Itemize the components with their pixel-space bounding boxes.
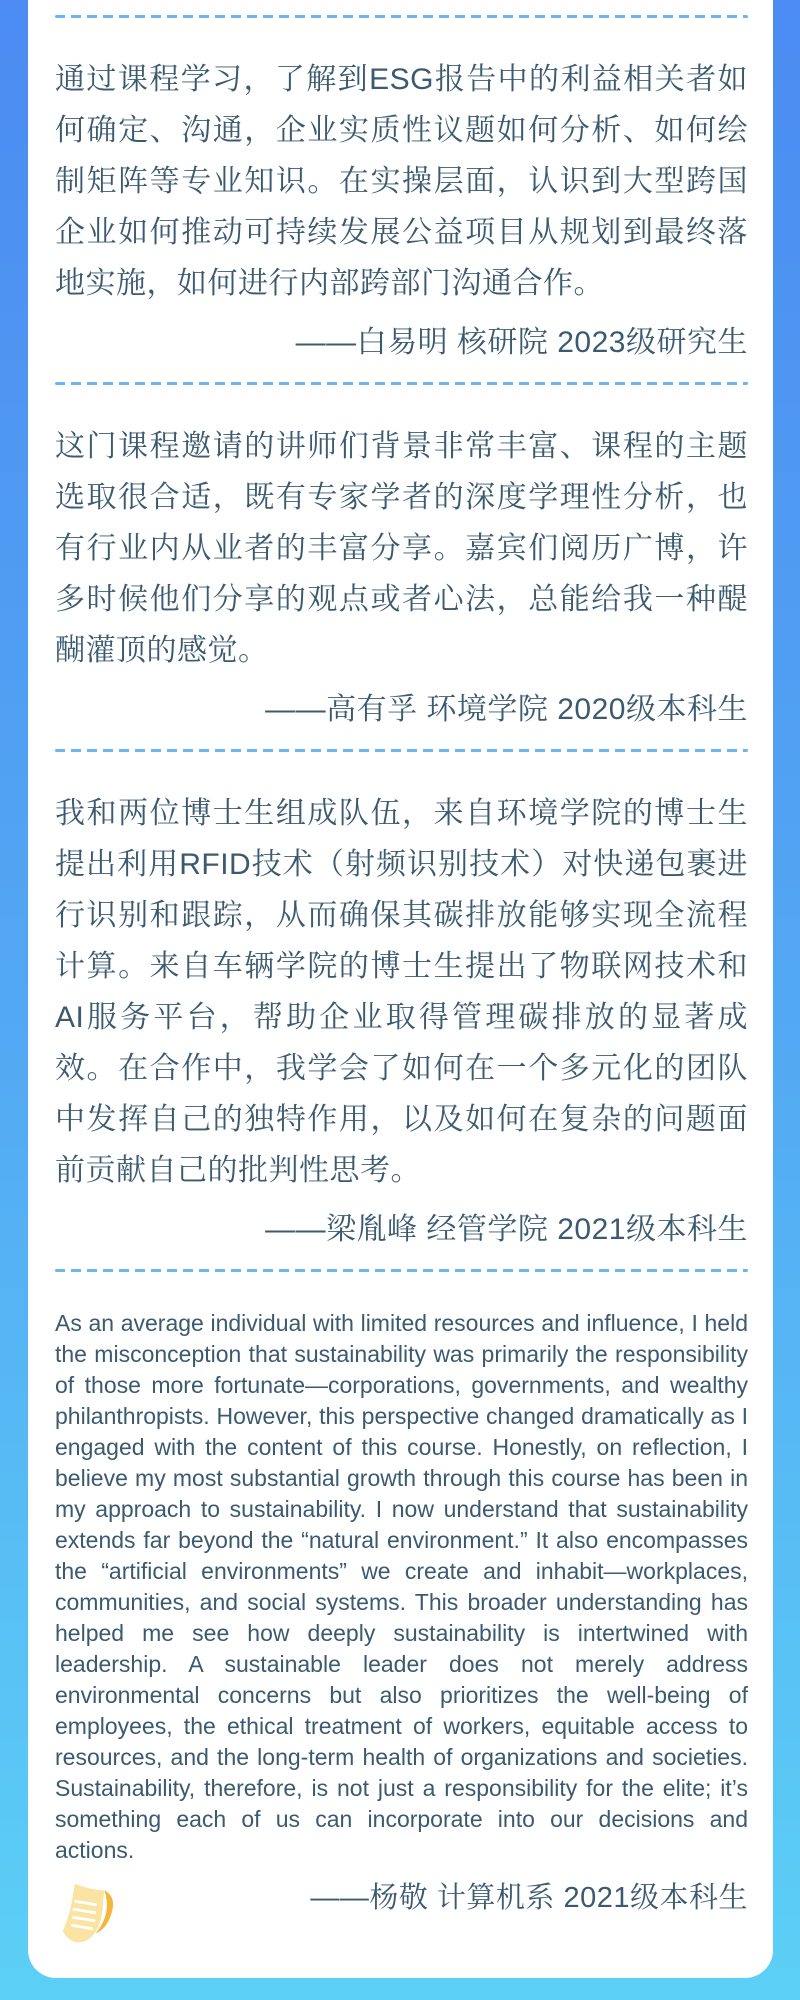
testimonial-attribution: ——杨敬 计算机系 2021级本科生 [310, 1882, 748, 1914]
testimonial-text: 通过课程学习，了解到ESG报告中的利益相关者如何确定、沟通，企业实质性议题如何分析、如何绘制矩阵等专业知识。在实操层面，认识到大型跨国企业如何推动可持续发展公益项目从规划到最终落地实施，如何进行内部跨部门沟通合作。 [55, 63, 748, 300]
testimonial-1 [55, 54, 748, 368]
testimonial-2 [55, 421, 748, 735]
testimonials-card [28, 0, 773, 1978]
dashed-divider [55, 1269, 748, 1272]
testimonial-attribution: ——梁胤峰 经管学院 2021级本科生 [265, 1213, 748, 1246]
dashed-divider [55, 15, 748, 18]
memo-page-icon [46, 1880, 126, 1958]
testimonial-attribution: ——白易明 核研院 2023级研究生 [295, 326, 748, 359]
testimonial-attribution: ——高有孚 环境学院 2020级本科生 [265, 693, 748, 726]
testimonial-4 [55, 1308, 748, 1922]
dashed-divider [55, 749, 748, 752]
testimonial-text: 我和两位博士生组成队伍，来自环境学院的博士生提出利用RFID技术（射频识别技术）对快递包裹进行识别和跟踪，从而确保其碳排放能够实现全流程计算。来自车辆学院的博士生提出了物联网技术和AI服务平台，帮助企业取得管理碳排放的显著成效。在合作中，我学会了如何在一个多元化的团队中发挥自己的独特作用，以及如何在复杂的问题面前贡献自己的批判性思考。 [55, 797, 748, 1187]
testimonial-3 [55, 788, 748, 1255]
dashed-divider [55, 382, 748, 385]
testimonial-text: 这门课程邀请的讲师们背景非常丰富、课程的主题选取很合适，既有专家学者的深度学理性分析，也有行业内从业者的丰富分享。嘉宾们阅历广博，许多时候他们分享的观点或者心法，总能给我一种醍醐灌顶的感觉。 [55, 430, 748, 667]
testimonial-text: As an average individual with limited resources and influence, I held the misconception that sustainability was primarily the responsibility of those more fortunate—corporations, governments, and wealthy philanthropists. However, this perspective changed dramatically as I engaged with the content of this course. Honestly, on reflection, I believe my most substantial growth through this course has been in my approach to sustainability. I now understand that sustainability extends far beyond the “natural environment.” It also encompasses the “artificial environments” we create and inhabit—workplaces, communities, and social systems. This broader understanding has helped me see how deeply sustainability is intertwined with leadership. A sustainable leader does not merely address environmental concerns but also prioritizes the well-being of employees, the ethical treatment of workers, equitable access to resources, and the long-term health of organizations and societies. Sustainability, therefore, is not just a responsibility for the elite; it’s something each of us can incorporate into our decisions and actions. [55, 1310, 748, 1863]
